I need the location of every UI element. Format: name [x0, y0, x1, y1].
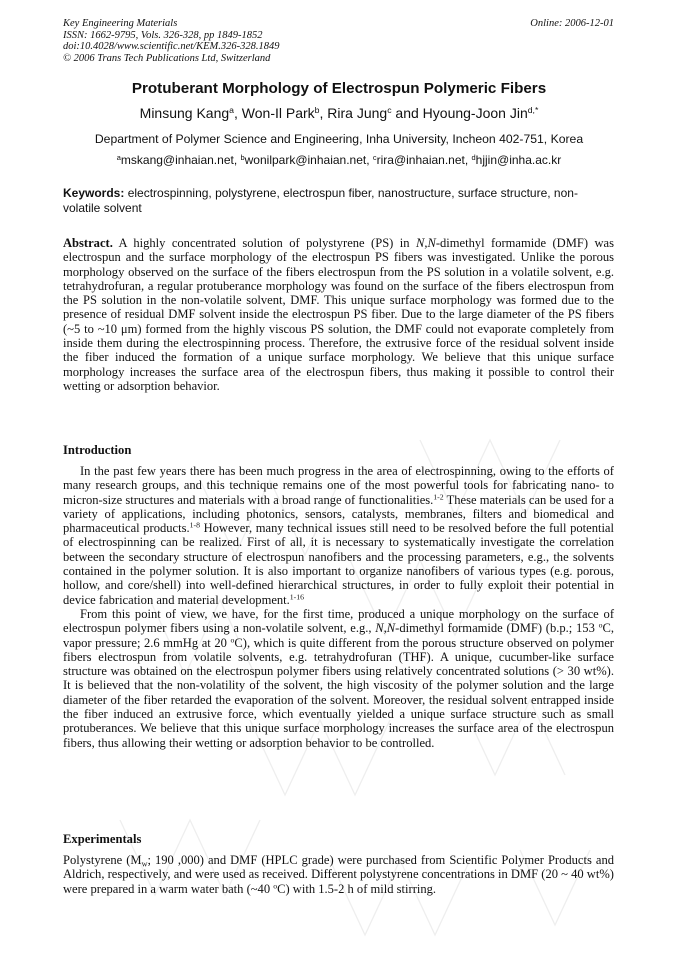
- author-name: Rira Jung: [327, 105, 388, 121]
- keywords-text: electrospinning, polystyrene, electrospun fiber, nanostructure, surface structure, non-volatile solvent: [63, 186, 578, 215]
- paragraph-text: -dimethyl formamide (DMF) (b.p.; 153: [395, 621, 599, 636]
- doi-line[interactable]: doi:10.4028/www.scientific.net/KEM.326-328.1849: [63, 41, 280, 52]
- email-address[interactable]: hjjin@inha.ac.kr: [475, 153, 562, 167]
- experimentals-body: [63, 853, 614, 896]
- author-affiliation-mark: a: [229, 105, 234, 116]
- email-address[interactable]: wonilpark@inhaian.net: [244, 153, 367, 167]
- paragraph-text: C) with 1.5-2 h of mild stirring.: [277, 881, 437, 896]
- online-date: Online: 2006-12-01: [530, 18, 614, 29]
- email-mark: d: [471, 152, 476, 162]
- author-name: Won-Il Park: [241, 105, 315, 121]
- author-name: Hyoung-Joon Jin: [422, 105, 528, 121]
- journal-name: Key Engineering Materials: [63, 18, 178, 29]
- paragraph: [63, 607, 614, 750]
- abstract-text: -dimethyl formamide (DMF) was electrospun and the surface morphology of the electrospun PS fibers was investigated. Unlike the porous morphology observed on the surface of the fibers electrospun from the PS solution in a volatile solvent, e.g. tetrahydrofuran, a regular protuberance morphology was found on the surface of the fibers electrospun from the PS solution in the non-volatile solvent, DMF. This unique surface morphology was formed due to the presence of residual DMF solvent inside the electrospun PS fiber. Due to the large diameter of the PS fibers (~5 to ~10 μm) formed from the highly viscous PS solution, the DMF could not evaporate completely from inside them during the electrospinning process. Therefore, the extrusive force of the residual solvent inside the fiber induced the formation of a unique surface morphology. We believe that this unique surface morphology increases the surface area of the electrospun fibers, thus making it possible to control their wetting or adsorption behavior.: [63, 236, 614, 393]
- issn-line: ISSN: 1662-9795, Vols. 326-328, pp 1849-1852: [63, 29, 263, 41]
- email-mark: c: [372, 152, 377, 162]
- author-separator: ,: [319, 105, 328, 121]
- degree-mark: o: [230, 635, 235, 645]
- degree-mark: o: [273, 881, 278, 891]
- affiliation: Department of Polymer Science and Engineering, Inha University, Incheon 402-751, Korea: [94, 132, 584, 146]
- email-mark: a: [116, 152, 121, 162]
- email-address[interactable]: mskang@inhaian.net: [120, 153, 234, 167]
- keywords: [63, 186, 614, 216]
- degree-mark: o: [598, 621, 603, 630]
- paragraph-text: N,N: [375, 621, 396, 636]
- author-affiliation-mark: d,*: [527, 105, 539, 116]
- paragraph: [63, 464, 614, 607]
- abstract: [63, 236, 614, 393]
- paragraph-text: ; 190 ,000) and DMF (HPLC grade) were purchased from Scientific Polymer Products and Aldrich, respectively, and were used as received. Different polystyrene concentrations in DMF (20 ~ 40 wt%) were prepared in a warm water bath (~40: [63, 853, 614, 896]
- email-list: $^a$mskang@inhaian.net, $^b$wonilpark@inhaian.net, $^c$rira@inhaian.net, $^d$hjjin@inha.ac.kr: [116, 152, 562, 167]
- citation: 1-8: [189, 520, 200, 530]
- copyright-line: © 2006 Trans Tech Publications Ltd, Switzerland: [63, 52, 271, 64]
- author-affiliation-mark: b: [314, 105, 320, 116]
- paragraph: [63, 853, 614, 896]
- journal-header: [63, 18, 280, 64]
- experimentals-heading: Experimentals: [63, 832, 142, 846]
- introduction-heading: Introduction: [63, 443, 132, 457]
- subscript: w: [141, 859, 148, 869]
- author-name: Minsung Kang: [139, 105, 230, 121]
- email-mark: b: [240, 152, 245, 162]
- abstract-label: Abstract.: [63, 236, 113, 250]
- email-address[interactable]: rira@inhaian.net: [376, 153, 465, 167]
- author-affiliation-mark: c: [387, 105, 392, 116]
- abstract-text: N,N: [415, 236, 436, 250]
- introduction-body: [63, 464, 614, 750]
- paragraph-text: These materials can be used for a variety of applications, including photonics, sensors, catalysts, membranes, filters and biomedical and pharmaceutical products.: [63, 492, 614, 536]
- keywords-label: Keywords:: [63, 186, 125, 200]
- paragraph-text: Polystyrene (M: [63, 853, 142, 867]
- citation: 1-16: [289, 592, 305, 602]
- paragraph-text: C), which is quite different from the porous structure observed on polymer fibers electrospun from volatile solvents, e.g. tetrahydrofuran (THF). A unique, cucumber-like surface structure was obtained on the electrospun polymer fibers using relatively concentrated solutions (> 30 wt%). It is believed that the non-volatility of the solvent, the high viscosity of the polymer solution and the large diameter of the fiber retarded the evaporation of the solvent. Moreover, the residual solvent entrapped inside the fiber induced an extrusive force, which eventually yielded a unique surface structure such as small protuberances. We believe that this unique surface morphology increases the surface area of the electrospun fibers, thus allowing their wetting or adsorption behavior to be controlled.: [63, 635, 614, 750]
- author-separator: ,: [234, 105, 242, 121]
- paragraph-text: In the past few years there has been much progress in the area of electrospinning, owing to the efforts of many research groups, and this technique remains one of the most powerful tools for fabricating nano- to micron-size structures and materials with a broad range of functionalities.: [63, 464, 614, 507]
- paragraph-text: However, many technical issues still need to be resolved before the full potential of electrospinning can be realized. First of all, it is necessary to systematically investigate the correlation between the secondary structure of electrospun nanofibers and the processing parameters, e.g., the solvents contained in the polymer solution. It is also important to organize nanofibers of various types (e.g. porous, hollow, and core/shell) into well-defined hierarchical structures, in order to fully exploit their potential in device fabrication and material development.: [63, 521, 614, 607]
- author-separator: and: [391, 105, 423, 121]
- author-list: [0, 105, 678, 121]
- abstract-text: A highly concentrated solution of polystyrene (PS) in: [112, 236, 416, 250]
- citation: 1-2: [433, 492, 444, 502]
- paragraph-text: C, vapor pressure; 2.6 mmHg at 20: [63, 621, 615, 650]
- paragraph-text: From this point of view, we have, for the first time, produced a unique morphology on the surface of electrospun polymer fibers using a non-volatile solvent, e.g.,: [63, 606, 614, 636]
- paper-title: Protuberant Morphology of Electrospun Polymeric Fibers: [131, 80, 547, 97]
